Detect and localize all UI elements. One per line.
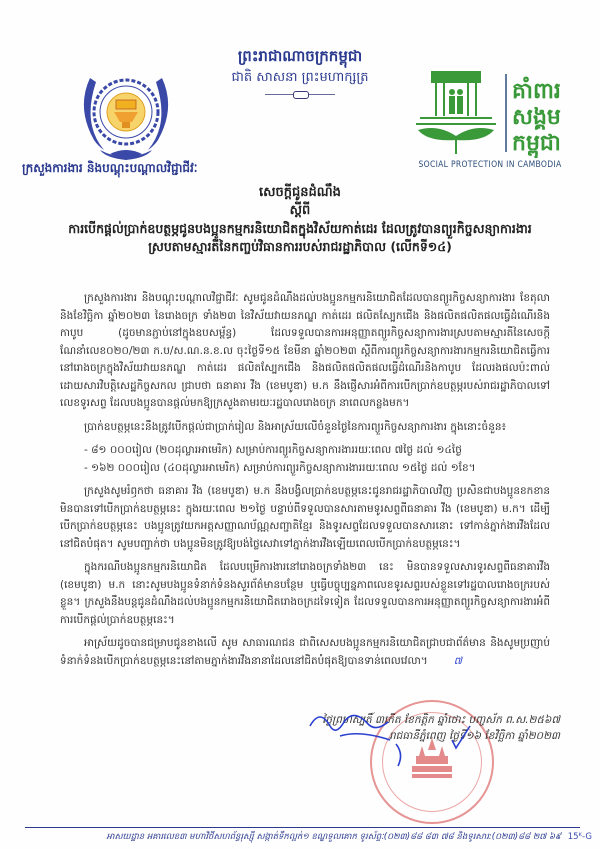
body-paragraph xyxy=(60,635,550,670)
body-paragraph: ប្រាក់ឧបត្ថម្ភនេះនឹងត្រូវបើកផ្តល់ជាប្រាក់រៀល និងអាស្រ័យលើចំនួនថ្ងៃនៃការព្យួរកិច្ចសន្យាការងារ ក្នុងនោះចំនួន៖ xyxy=(84,420,507,433)
sp-khmer-line-1: គាំពារ xyxy=(512,79,561,104)
body-paragraph: ក្នុងករណីបងប្អូនកម្មករនិយោជិត ដែលបម្រើការងារនៅរោងចក្រទាំង២៣ នេះ មិនបានទទួលសារទូរសព្ទពីធនាគារវីង (ខេមបូឌា) ម.ក នោះសូមបងប្អូនទំនាក់ទំនងសួរព័ត៌មានបន្ថែម ឬធ្វើបច្ចុប្បន្នភាពលេខទូរសព្ទរបស់ខ្លួនទៅរដ្ឋបាលរោងចក្ររបស់ខ្លួន។ ក្រសួងនឹងបន្តជូនដំណឹងដល់បងប្អូនកម្មករនិយោជិតរោងចក្រដទៃទៀត ដែលទទួលបានការអនុញ្ញាតព្យួរកិច្ចសន្យាការងារអំពីការបើកផ្តល់ប្រាក់ឧបត្ថម្ភនេះ។ xyxy=(60,561,550,626)
footer xyxy=(0,832,592,844)
sp-khmer-line-3: កម្ពុជា xyxy=(512,131,561,156)
footer-address: អាសយដ្ឋាន អគារលេខ៣ មហាវិថីសហព័ន្ធរុស្ស៊ី សង្កាត់ទឹកល្អក់១ ខណ្ឌទួលគោក ទូរស័ព្ទៈ(០២៣)៨៨ ៨៣ ៧៨ និងទូរសារ:(០២៣)៨៨ ២៧ ៦៩ xyxy=(106,832,561,842)
ministry-emblem-icon xyxy=(70,58,182,170)
title-subject: ការបើកផ្តល់ប្រាក់ឧបត្ថម្ភជូនបងប្អូនកម្មករនិយោជិតក្នុងវិស័យកាត់ដេរ ដែលត្រូវបានព្យួរកិច្ចសន្យាការងារស្របតាមស្មារតីនៃកញ្ចប់វិធានការរបស់រាជរដ្ឋាភិបាល (លើកទី១៤) xyxy=(68,221,532,254)
title-regarding: ស្តីពី xyxy=(289,203,311,218)
closing-paragraph-text: អាស្រ័យដូចបានជម្រាបជូនខាងលើ សូម សាធារណជន ជាពិសេសបងប្អូនកម្មករនិយោជិតជ្រាបជាព័ត៌មាន និងសូមប្រញាប់ទំនាក់ទំនងបើកប្រាក់ឧបត្ថម្ភនេះនៅតាមភ្នាក់ងារវីងនានាដែលនៅជិតបំផុតឱ្យបានទាន់ពេលវេលា។ xyxy=(60,637,550,667)
social-protection-logo xyxy=(410,66,570,176)
list-item: - ៨១ ០០០រៀល (២០ដុល្លារអាមេរិក) សម្រាប់ការព្យួរកិច្ចសន្យាការងាររយៈពេល ៧ថ្ងៃ ដល់ ១៤ថ្ងៃ xyxy=(84,444,462,456)
social-protection-caption: SOCIAL PROTECTION IN CAMBODIA xyxy=(418,160,562,170)
place-and-date: រាជធានីភ្នំពេញ ថ្ងៃទី១៦ ខែវិច្ឆិកា ឆ្នាំ២០២៣ xyxy=(389,730,560,742)
list-item: - ១៦២ ០០០រៀល (៤០ដុល្លារអាមេរិក) សម្រាប់ការព្យួរកិច្ចសន្យាការងាររយៈពេល ១៥ថ្ងៃ ដល់ ១ខែ។ xyxy=(84,461,476,474)
body-paragraph: ក្រសួងការងារ និងបណ្តុះបណ្តាលវិជ្ជាជីវៈ សូមជូនដំណឹងដល់បងប្អូនកម្មករនិយោជិតដែលបានព្យួរកិច្ចសន្យាការងារ ខែតុលា និងខែវិច្ឆិកា ឆ្នាំ២០២៣ នៃរោងចក្រ ទាំង២៣ នៃវិស័យវាយនភណ្ឌ កាត់ដេរ ផលិតស្បែកជើង និងផលិតផលិតផលធ្វើដំណើរនិងកាបូប (ដូចមានភ្ជាប់នៅក្នុងឧបសម្ព័ន្ធ) ដែលទទួលបានការអនុញ្ញាតព្យួរកិច្ចសន្យាការងារស្របតាមស្មារតីនៃសេចក្តីណែនាំលេខ០២០/២៣ ក.ប/ស.ណ.ន.ខ.ល ចុះថ្ងៃទី១៥ ខែមីនា ឆ្នាំ២០២៣ ស្តីពីការព្យួរកិច្ចសន្យាការងារកម្មករនិយោជិតធ្វើការនៅរោងចក្រក្នុងវិស័យវាយនភណ្ឌ កាត់ដេរ ផលិតស្បែកជើង និងផលិតផលិតផលធ្វើដំណើរនិងកាបូប ដែលរងផលប៉ះពាល់ដោយសារវិបត្តិសេដ្ឋកិច្ចសកល ជ្រាបថា ធនាគារ វីង (ខេមបូឌា) ម.ក នឹងផ្ញើសារអំពីការបើកប្រាក់ឧបត្ថម្ភរបស់រាជរដ្ឋាភិបាលទៅលេខទូរសព្ទ ដែលបងប្អូនបានផ្តល់មកឱ្យក្រសួងតាមរយៈរដ្ឋបាលរោងចក្រ នាពេលកន្លងមក។ xyxy=(60,292,550,409)
handwritten-signature-icon xyxy=(300,706,490,776)
footer-divider xyxy=(25,827,580,828)
body-paragraph: ក្រសួងសូមរំឭកថា ធនាគារ វីង (ខេមបូឌា) ម.ក នឹងបង្វិលប្រាក់ឧបត្ថម្ភនេះជូនរាជរដ្ឋាភិបាលវិញ ប្រសិនជាបងប្អូនខកខាន មិនបានទៅបើកប្រាក់ឧបត្ថម្ភនេះ ក្នុងរយៈពេល ២១ថ្ងៃ បន្ទាប់ពីទទួលបានសារតាមទូរសព្ទពីធនាគារ វីង (ខេមបូឌា) ម.ក។ ដើម្បីបើកប្រាក់ឧបត្ថម្ភនេះ បងប្អូនត្រូវយកអត្តសញ្ញាណប័ណ្ណសញ្ជាតិខ្មែរ និងទូរសព្ទដែលទទួលបានសារនោះ ទៅកាន់ភ្នាក់ងារវីងដែលនៅជិតបំផុត។ សូមបញ្ជាក់ថា បងប្អូនមិនត្រូវឱ្យបង់ថ្លៃសេវាទៅភ្នាក់ងារវីងឡើយពេលបើកប្រាក់ឧបត្ថម្ភនេះ។ xyxy=(60,485,550,550)
title-notification: សេចក្តីជូនដំណឹង xyxy=(259,185,341,200)
lunar-date: ថ្ងៃព្រហស្បតិ៍ ៣កើត ខែកត្តិក ឆ្នាំថោះ បញ្ចស័ក ព.ស.២៥៦៧ xyxy=(322,714,560,726)
initials-mark: ៧ xyxy=(453,655,462,667)
reference-mark: 15ᴷ-G xyxy=(567,832,592,842)
kingdom-header xyxy=(200,46,400,101)
notice-title xyxy=(0,184,600,256)
notice-body xyxy=(60,290,550,676)
social-protection-emblem-icon xyxy=(410,66,570,158)
sp-khmer-line-2: សង្គម xyxy=(512,105,561,130)
payment-amount-list xyxy=(84,442,550,477)
national-motto: ជាតិ សាសនា ព្រះមហាក្សត្រ xyxy=(231,70,369,85)
ministry-name: ក្រសួងការងារ និងបណ្តុះបណ្តាលវិជ្ជាជីវៈ xyxy=(22,161,198,175)
kingdom-title: ព្រះរាជាណាចក្រកម្ពុជា xyxy=(237,47,363,65)
ministry-logo xyxy=(70,58,182,170)
ornament-divider xyxy=(265,94,335,101)
